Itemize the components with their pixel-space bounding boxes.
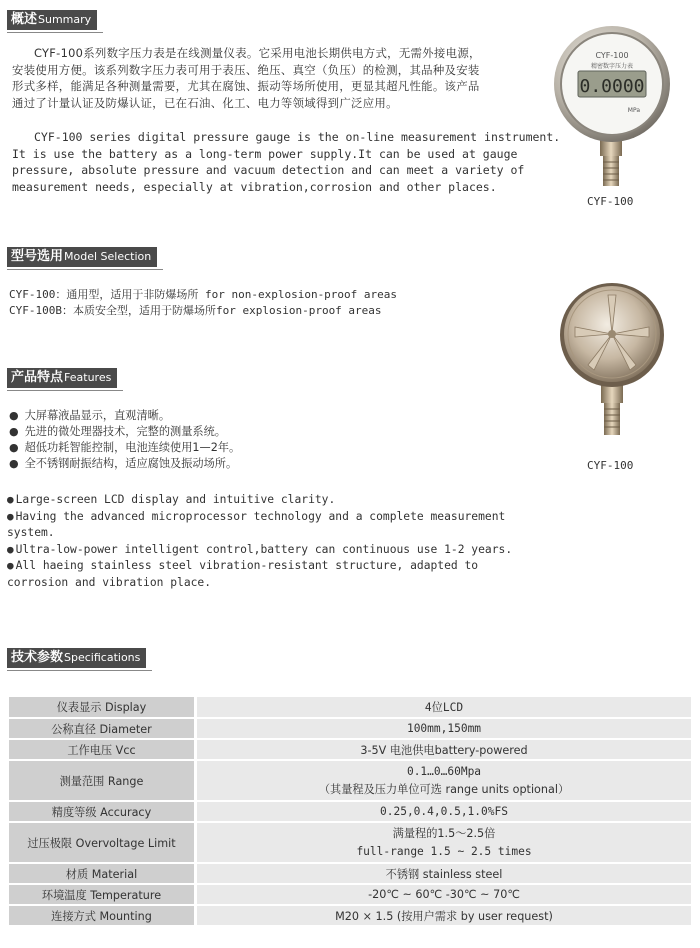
spec-value <box>196 801 692 822</box>
feature-item-en: ● Large-screen LCD display and intuitive clarity. <box>7 492 522 509</box>
features-heading <box>7 368 117 388</box>
spec-value <box>196 822 692 863</box>
features-heading-cn: 产品特点 <box>7 368 63 388</box>
spec-key-en: Accuracy <box>100 805 152 819</box>
spec-key-cn: 环境温度 <box>41 888 87 902</box>
spec-value-line: 0.1…0…60Mpa <box>406 764 482 778</box>
table-row <box>9 801 691 822</box>
summary-en-line: pressure, absolute pressure and vacuum detection and can meet a variety of <box>12 163 525 177</box>
summary-heading-en: Summary <box>37 10 97 30</box>
spec-key-en: Range <box>107 774 144 788</box>
spec-value-line: 0.25,0.4,0.5,1.0%FS <box>380 805 508 818</box>
gauge-unit-text: MPa <box>627 107 640 114</box>
spec-value-line: M20 × 1.5 (按用户需求 by user request) <box>335 909 553 923</box>
feature-item-cn: ● 大屏幕液晶显示，直观清晰。 <box>9 408 240 424</box>
table-row <box>9 884 691 905</box>
spec-value-line: 不锈钢 stainless steel <box>385 867 503 881</box>
feature-item-en: ● All haeing stainless steel vibration-resistant structure, adapted to corrosion and vibration place. <box>7 558 522 591</box>
spec-value-line: 4位LCD <box>424 701 464 714</box>
spec-value <box>196 697 692 718</box>
spec-value <box>196 718 692 739</box>
model-heading-rule <box>7 269 163 270</box>
summary-heading-rule <box>7 32 103 33</box>
model-heading-cn: 型号选用 <box>7 247 63 267</box>
spec-value <box>196 863 692 884</box>
spec-value-line: 3-5V 电池供电battery-powered <box>360 743 528 757</box>
spec-key-cn: 精度等级 <box>51 805 97 819</box>
spec-key <box>9 863 196 884</box>
spec-key-en: Material <box>91 867 138 881</box>
table-row <box>9 863 691 884</box>
specs-heading-rule <box>7 670 152 671</box>
spec-key-cn: 测量范围 <box>59 774 105 788</box>
spec-key-cn: 连接方式 <box>51 909 96 923</box>
table-row <box>9 760 691 801</box>
specs-heading <box>7 648 146 668</box>
spec-key-cn: 公称直径 <box>51 722 96 736</box>
model-line-1: CYF-100：通用型，适用于非防爆场所 for non-explosion-proof areas <box>9 288 398 301</box>
table-row <box>9 718 691 739</box>
summary-cn-line: CYF-100系列数字压力表是在线测量仪表。它采用电池长期供电方式，无需外接电源， <box>34 46 481 60</box>
spec-value <box>196 905 692 926</box>
feature-item-cn: ● 先进的微处理器技术，完整的测量系统。 <box>9 424 240 440</box>
summary-cn-line: 通过了计量认证及防爆认证，已在石油、化工、电力等领域得到广泛应用。 <box>12 95 398 110</box>
spec-key <box>9 718 196 739</box>
spec-value-line: -20℃ ~ 60℃ -30℃ ~ 70℃ <box>368 888 520 901</box>
spec-value <box>196 739 692 760</box>
feature-item-en: ● Ultra-low-power intelligent control,battery can continuous use 1-2 years. <box>7 542 522 559</box>
digital-gauge-image <box>548 22 678 194</box>
spec-key <box>9 760 196 801</box>
gauge-brand-text: CYF-100 <box>595 51 629 60</box>
feature-item-en: ● Having the advanced microprocessor technology and a complete measurement system. <box>7 509 522 542</box>
spec-value-line: （其量程及压力单位可选 range units optional） <box>318 782 570 796</box>
features-heading-rule <box>7 390 123 391</box>
spec-key-en: Vcc <box>115 743 136 757</box>
spec-key-en: Overvoltage Limit <box>75 836 176 850</box>
spec-value <box>196 760 692 801</box>
features-list-cn <box>9 408 240 472</box>
features-heading-en: Features <box>63 368 117 388</box>
digital-gauge-caption: CYF-100 <box>587 195 634 208</box>
gauge-back-caption: CYF-100 <box>587 459 634 472</box>
gauge-subtitle-text: 精密数字压力表 <box>590 63 634 70</box>
model-line-2: CYF-100B：本质安全型，适用于防爆场所for explosion-proof areas <box>9 304 382 317</box>
summary-cn-line: 安装使用方便。该系列数字压力表可用于表压、绝压、真空（负压）的检测，其品种及安装 <box>12 62 480 77</box>
spec-key <box>9 739 196 760</box>
spec-value-line: 100mm,150mm <box>406 722 482 735</box>
spec-key-cn: 材质 <box>65 867 89 881</box>
summary-en-line: It is use the battery as a long-term power supply.It can be used at gauge <box>12 146 518 161</box>
spec-key-en: Temperature <box>90 888 162 902</box>
table-row <box>9 905 691 926</box>
summary-text-en <box>12 129 561 195</box>
features-list-en <box>7 492 522 591</box>
spec-key-cn: 过压极限 <box>27 836 73 850</box>
spec-value-line: full-range 1.5 ~ 2.5 times <box>356 844 532 858</box>
table-row <box>9 822 691 863</box>
table-row <box>9 739 691 760</box>
summary-cn-line: 形式多样，能满足各种测量需要，尤其在腐蚀、振动等场所使用，更显其超凡性能。该产品 <box>12 79 480 93</box>
spec-key-en: Display <box>105 701 147 714</box>
summary-heading <box>7 10 97 30</box>
gauge-back-image <box>552 283 674 441</box>
feature-item-cn: ● 全不锈钢耐振结构，适应腐蚀及振动场所。 <box>9 456 240 472</box>
spec-key-en: Mounting <box>99 909 152 923</box>
feature-item-cn: ● 超低功耗智能控制，电池连续使用1—2年。 <box>9 440 240 456</box>
specs-table <box>9 697 691 927</box>
table-row <box>9 697 691 718</box>
spec-key-cn: 仪表显示 <box>56 701 102 714</box>
spec-value-line: 满量程的1.5～2.5倍 <box>392 826 496 840</box>
spec-key-en: Diameter <box>99 722 152 736</box>
spec-key <box>9 884 196 905</box>
specs-heading-en: Specifications <box>63 648 146 668</box>
gauge-lcd-digits: 0.0000 <box>579 76 645 97</box>
model-heading-en: Model Selection <box>63 247 157 267</box>
specs-heading-cn: 技术参数 <box>7 648 63 668</box>
spec-key <box>9 822 196 863</box>
model-heading <box>7 247 157 267</box>
summary-en-line: CYF-100 series digital pressure gauge is the on-line measurement instrument. <box>34 130 561 144</box>
spec-key <box>9 801 196 822</box>
spec-key <box>9 697 196 718</box>
summary-en-line: measurement needs, especially at vibration,corrosion and other places. <box>12 179 497 194</box>
spec-key-cn: 工作电压 <box>67 743 113 757</box>
spec-value <box>196 884 692 905</box>
summary-heading-cn: 概述 <box>7 10 37 30</box>
summary-text-cn <box>12 45 537 111</box>
spec-key <box>9 905 196 926</box>
